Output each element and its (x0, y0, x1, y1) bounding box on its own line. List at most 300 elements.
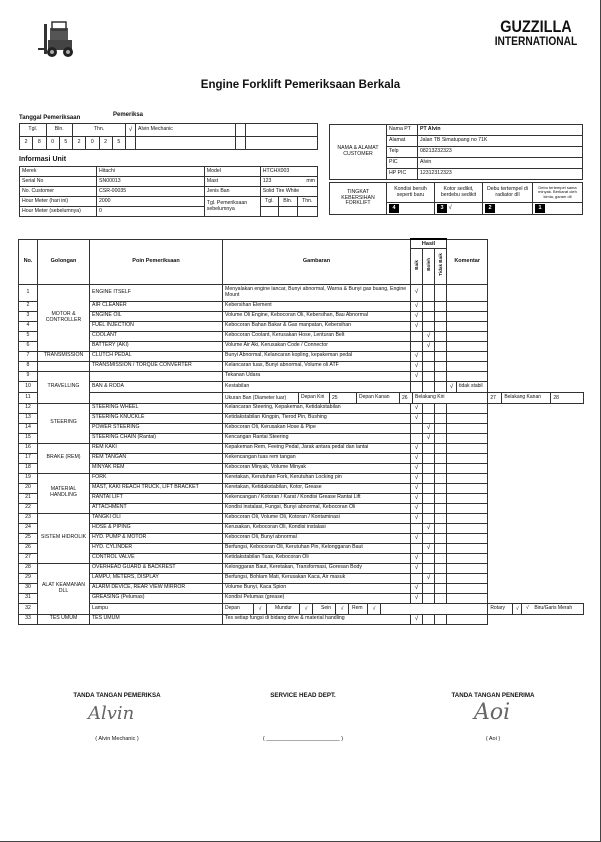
result-cell[interactable] (435, 593, 447, 603)
sig-penerima-name: ( Aoi ) (485, 736, 501, 742)
result-cell[interactable] (435, 423, 447, 433)
sig-pemeriksa-name: ( Alvin Mechanic ) (95, 736, 139, 742)
row-komentar[interactable] (447, 593, 488, 603)
mast-value[interactable]: 123 mm (260, 177, 317, 187)
row-gambaran: Kencangan Rantai Steering (223, 433, 411, 443)
result-cell[interactable]: √ (411, 284, 423, 301)
result-cell[interactable]: √ (411, 403, 423, 413)
result-cell[interactable] (423, 301, 435, 311)
customer-value[interactable]: 12312312323 (418, 169, 583, 180)
model-value[interactable]: HTCHX003 (260, 167, 317, 177)
result-cell[interactable] (423, 361, 435, 371)
hm-label: Hour Meter (hari ini) (20, 197, 97, 207)
row-golongan: ALAT KEAMANAN DLL (38, 563, 90, 614)
table-row (19, 433, 584, 443)
result-cell[interactable]: √ (411, 311, 423, 321)
date-digit[interactable]: 8 (33, 137, 46, 150)
row-poin: TANGKI OLI (90, 513, 223, 523)
pemeriksa-label: Pemeriksa (113, 112, 144, 118)
row-no: 19 (19, 473, 38, 483)
header-gambaran: Gambaran (223, 239, 411, 284)
table-row (19, 284, 584, 301)
result-cell[interactable] (435, 443, 447, 453)
lampu-check[interactable]: √ (525, 604, 529, 611)
row-komentar[interactable] (447, 493, 488, 503)
customer-label: NAMA & ALAMAT CUSTOMER (330, 125, 387, 180)
row-no: 32 (19, 603, 38, 614)
row-poin: TES UMUM (90, 614, 223, 624)
result-cell[interactable] (423, 403, 435, 413)
tgl-prev-cell[interactable] (297, 207, 318, 217)
serial-value[interactable]: SN00013 (97, 177, 205, 187)
result-cell[interactable] (423, 513, 435, 523)
ukuran-bk[interactable]: 27 (488, 393, 502, 403)
row-gambaran: Ketidakstabilan Kingpin, Tierod Pin, Bushing (223, 413, 411, 423)
customer-key: Telp (387, 147, 418, 158)
date-digit[interactable]: 0 (86, 137, 99, 150)
result-cell[interactable] (423, 351, 435, 361)
result-cell[interactable] (435, 433, 447, 443)
row-gambaran: Volume Air Aki, Kerusakan Code / Connector (223, 341, 411, 351)
row-poin: Lampu (90, 603, 223, 614)
row-komentar[interactable] (447, 361, 488, 371)
info-unit-title: Informasi Unit (19, 156, 67, 163)
row-poin: MINYAK REM (90, 463, 223, 473)
kebersihan-option-text: Debu tertempel sama minyak. Berkarat oleh kimia, garam dll (533, 183, 583, 203)
result-cell[interactable]: √ (411, 593, 423, 603)
lampu-check[interactable]: √ (253, 604, 267, 614)
row-gambaran: Volume Oli Engine, Kebocoran Oli, Kebersihan, Bau Abnormal (223, 311, 411, 321)
result-cell[interactable]: √ (411, 463, 423, 473)
result-cell[interactable] (435, 563, 447, 573)
customer-value[interactable]: 08213232323 (418, 147, 583, 158)
row-poin: MAST, KAKI REACH TRUCK, LIFT BRACKET (90, 483, 223, 493)
row-gambaran: Keretakan, Kerutuhan Fork, Kerutuhan Locking pin (223, 473, 411, 483)
row-no: 28 (19, 563, 38, 573)
tgl-prev-label: Tgl. Pemeriksaan sebelumnya (204, 197, 260, 217)
table-row (19, 523, 584, 533)
row-komentar[interactable] (447, 463, 488, 473)
result-cell[interactable]: √ (411, 583, 423, 593)
customer-value[interactable]: Jalan TB Simatupang no 71K (418, 136, 583, 147)
row-golongan: SISTEM HIDROLIK (38, 513, 90, 563)
row-poin: RANTAI LIFT (90, 493, 223, 503)
kebersihan-table (329, 182, 583, 215)
table-row (19, 473, 584, 483)
row-poin: AIR CLEANER (90, 301, 223, 311)
row-gambaran: Kebocoran Oli, Bunyi abnormal (223, 533, 411, 543)
result-cell[interactable]: √ (423, 341, 435, 351)
date-digit[interactable]: 0 (46, 137, 59, 150)
result-cell[interactable] (423, 593, 435, 603)
result-cell[interactable] (435, 321, 447, 331)
row-gambaran: Tekanan Udara (223, 371, 411, 381)
customer-key: PIC (387, 158, 418, 169)
row-poin: CONTROL VALVE (90, 553, 223, 563)
result-cell[interactable] (423, 311, 435, 321)
brand-logo (486, 18, 586, 48)
result-cell[interactable] (435, 284, 447, 301)
result-cell[interactable] (435, 463, 447, 473)
result-cell[interactable]: √ (423, 331, 435, 341)
result-cell[interactable]: √ (411, 351, 423, 361)
result-cell[interactable]: √ (411, 483, 423, 493)
result-cell[interactable]: √ (411, 443, 423, 453)
header-komentar: Komentar (447, 239, 488, 284)
date-digit[interactable]: 2 (73, 137, 86, 150)
row-komentar[interactable] (447, 433, 488, 443)
row-gambaran: Kebocoran Coolant, Kerusakan Hose, Lenturan Belt (223, 331, 411, 341)
result-cell[interactable] (423, 473, 435, 483)
row-komentar[interactable]: √ tidak stabil (447, 381, 488, 392)
row-komentar[interactable] (447, 321, 488, 331)
row-komentar[interactable] (447, 543, 488, 553)
result-cell[interactable] (435, 614, 447, 624)
row-no: 21 (19, 493, 38, 503)
ukuran-bk-label: Belakang Kiri (415, 393, 445, 400)
customer-no-label: No. Customer (20, 187, 97, 197)
result-cell[interactable] (435, 573, 447, 583)
row-gambaran: Kestabilan (223, 381, 411, 392)
row-poin (90, 371, 223, 381)
result-cell[interactable]: √ (411, 301, 423, 311)
row-poin: STEERING CHAIN (Rantai) (90, 433, 223, 443)
ukuran-dka[interactable]: 26 (399, 393, 413, 403)
header-hasil: Hasil (411, 239, 447, 248)
row-no: 16 (19, 443, 38, 453)
thn-col: Thn. (73, 124, 126, 137)
row-poin: ALARM DEVICE, REAR VIEW MIRROR (90, 583, 223, 593)
row-gambaran: Volume Bunyi, Kaca Spion (223, 583, 411, 593)
result-cell[interactable]: √ (411, 371, 423, 381)
result-cell[interactable] (423, 371, 435, 381)
result-cell[interactable] (411, 433, 423, 443)
result-cell[interactable]: √ (411, 513, 423, 523)
row-komentar[interactable] (447, 423, 488, 433)
row-komentar[interactable] (447, 614, 488, 624)
row-komentar[interactable] (447, 513, 488, 523)
row-gambaran: Kebocoran Minyak, Volume Minyak (223, 463, 411, 473)
table-row (19, 493, 584, 503)
row-no: 4 (19, 321, 38, 331)
row-poin: TRANSMISSION / TORQUE CONVERTER (90, 361, 223, 371)
row-no: 26 (19, 543, 38, 553)
row-no: 1 (19, 284, 38, 301)
table-row (19, 463, 584, 473)
table-row (19, 381, 584, 392)
table-row (19, 443, 584, 453)
result-cell[interactable] (411, 573, 423, 583)
row-komentar[interactable] (447, 403, 488, 413)
row-gambaran: Berfungsi, Kebocoran Oli, Kerutuhan Pin, Kelonggaran Baut (223, 543, 411, 553)
table-row (19, 403, 584, 413)
row-no: 17 (19, 453, 38, 463)
row-poin: OVERHEAD GUARD & BACKREST (90, 563, 223, 573)
tgl-prev-cell[interactable] (278, 207, 297, 217)
bln-col: Bln. (46, 124, 73, 137)
result-cell[interactable] (435, 331, 447, 341)
kebersihan-option[interactable]: 3 √ (435, 203, 483, 215)
row-golongan (38, 361, 90, 371)
date-digit[interactable]: 2 (20, 137, 33, 150)
row-komentar[interactable] (447, 473, 488, 483)
kebersihan-label: TINGKAT KEBERSIHAN FORKLIFT (330, 183, 387, 215)
table-row: 32 Lampu Depan √ Mundur √ Sein √ Rem √ Rotary √ √ Biru/Garis Merah (19, 603, 584, 614)
sig-penerima-title: TANDA TANGAN PENERIMA (451, 692, 535, 699)
result-cell[interactable] (423, 483, 435, 493)
table-row (19, 533, 584, 543)
row-poin: FORK (90, 473, 223, 483)
row-komentar[interactable] (447, 301, 488, 311)
result-cell[interactable]: √ (411, 533, 423, 543)
row-no: 15 (19, 433, 38, 443)
row-gambaran: Kondisi instalasi, Fungsi, Bunyi abnormal, Kebocoran Oli (223, 503, 411, 513)
result-cell[interactable] (435, 361, 447, 371)
result-cell[interactable] (435, 341, 447, 351)
result-cell[interactable] (411, 523, 423, 533)
row-komentar[interactable] (447, 563, 488, 573)
result-cell[interactable] (435, 543, 447, 553)
result-cell[interactable] (411, 423, 423, 433)
row-no: 31 (19, 593, 38, 603)
row-poin: GREASING (Pelumas) (90, 593, 223, 603)
row-gambaran: Kebocoran Bahan Bakar & Gas manpatan, Kebersihan (223, 321, 411, 331)
result-cell[interactable]: √ (411, 361, 423, 371)
lampu-check[interactable]: √ (512, 604, 522, 614)
ukuran-bka-label: Belakang Kanan (504, 393, 542, 400)
row-gambaran: Kerusakan, Kebocoran Oli, Kondisi instalasi (223, 523, 411, 533)
row-komentar[interactable] (447, 311, 488, 321)
sig-penerima-signature: Aoi (474, 700, 511, 725)
result-cell[interactable] (423, 563, 435, 573)
customer-no-value[interactable]: CSR-00035 (97, 187, 205, 197)
row-poin: ENGINE ITSELF (90, 284, 223, 301)
row-komentar[interactable] (447, 483, 488, 493)
date-digit[interactable]: 5 (112, 137, 125, 150)
row-gambaran: Tes setiap fungsi di bidang drive & material handling (223, 614, 411, 624)
result-cell[interactable] (423, 583, 435, 593)
result-cell[interactable] (411, 381, 423, 392)
table-row (19, 503, 584, 513)
header-poin: Poin Pemeriksaan (90, 239, 223, 284)
row-no: 25 (19, 533, 38, 543)
result-cell[interactable] (435, 513, 447, 523)
result-cell[interactable]: √ (411, 614, 423, 624)
result-cell[interactable] (423, 614, 435, 624)
row-gambaran: Kebocoran Oli, Volume Oli, Kotoran / Kontaminasi (223, 513, 411, 523)
kebersihan-option[interactable]: 4 (387, 203, 435, 215)
kebersihan-option-text: Kotor sedikit, berdebu sedikit (435, 183, 483, 203)
ukuran-dka-label: Depan Kanan (359, 393, 390, 400)
customer-value[interactable]: Alvin (418, 158, 583, 169)
result-cell[interactable]: √ (411, 413, 423, 423)
table-row (19, 371, 584, 381)
result-cell[interactable]: √ (411, 493, 423, 503)
row-poin: BATTERY (AKI) (90, 341, 223, 351)
row-poin: HOSE & PIPING (90, 523, 223, 533)
table-row (19, 331, 584, 341)
result-cell[interactable] (435, 523, 447, 533)
row-komentar[interactable] (447, 341, 488, 351)
result-cell[interactable]: √ (423, 543, 435, 553)
ukuran-dk-label: Depan Kiri (301, 393, 325, 400)
result-cell[interactable] (435, 533, 447, 543)
result-cell[interactable] (435, 503, 447, 513)
ukuran-label: Ukuran Ban (Diameter luar) (223, 393, 299, 403)
row-poin: POWER STEERING (90, 423, 223, 433)
row-no: 29 (19, 573, 38, 583)
row-komentar[interactable] (447, 523, 488, 533)
ukuran-dk[interactable]: 25 (329, 393, 357, 403)
tgl-prev-col: Tgl. (260, 197, 278, 207)
pemeriksa-check[interactable]: √ (126, 124, 136, 137)
row-poin (90, 392, 223, 403)
date-digit[interactable]: 2 (99, 137, 112, 150)
result-cell[interactable] (435, 381, 447, 392)
row-komentar[interactable] (447, 503, 488, 513)
hm-value[interactable]: 2000 (97, 197, 205, 207)
result-cell[interactable] (423, 381, 435, 392)
row-golongan: BRAKE (REM) (38, 443, 90, 473)
row-golongan: TRAVELLING (38, 371, 90, 403)
row-poin: STEERING KNUCKLE (90, 413, 223, 423)
customer-value[interactable]: PT Alvin (418, 125, 583, 136)
customer-key: Nama PT (387, 125, 418, 136)
row-komentar[interactable] (447, 583, 488, 593)
date-digit[interactable]: 5 (59, 137, 72, 150)
result-cell[interactable] (411, 341, 423, 351)
result-cell[interactable]: √ (423, 523, 435, 533)
row-komentar[interactable] (447, 573, 488, 583)
row-komentar[interactable] (447, 443, 488, 453)
row-no: 20 (19, 483, 38, 493)
result-cell[interactable] (423, 553, 435, 563)
row-komentar[interactable] (447, 331, 488, 341)
row-no: 24 (19, 523, 38, 533)
result-cell[interactable] (435, 473, 447, 483)
result-cell[interactable] (435, 403, 447, 413)
kebersihan-option[interactable]: 2 (483, 203, 533, 215)
result-cell[interactable] (423, 321, 435, 331)
result-cell[interactable] (411, 331, 423, 341)
result-cell[interactable] (423, 463, 435, 473)
row-gambaran: Menyalakan engine lancar, Bunyi abnormal, Warna & Bunyi gas buang, Engine Mount (223, 284, 411, 301)
row-no: 10 (19, 381, 38, 392)
table-row (19, 351, 584, 361)
tgl-prev-cell[interactable] (260, 207, 278, 217)
tgl-prev-col: Bln. (278, 197, 297, 207)
sig-pemeriksa-title: TANDA TANGAN PEMERIKSA (73, 692, 161, 699)
pemeriksa-value[interactable]: Alvin Mechanic (136, 124, 236, 137)
row-poin: COOLANT (90, 331, 223, 341)
row-poin: FUEL INJECTION (90, 321, 223, 331)
customer-key: HP PIC (387, 169, 418, 180)
result-cell[interactable]: √ (411, 553, 423, 563)
result-cell[interactable] (423, 453, 435, 463)
result-cell[interactable]: √ (411, 321, 423, 331)
row-golongan: TRANSMISSION (38, 351, 90, 361)
result-cell[interactable]: √ (411, 563, 423, 573)
brand-logo-line1: GUZZILLA (500, 17, 572, 36)
row-komentar[interactable] (447, 453, 488, 463)
result-cell[interactable] (435, 413, 447, 423)
result-cell[interactable] (435, 351, 447, 361)
result-cell[interactable] (423, 493, 435, 503)
result-cell[interactable]: √ (411, 473, 423, 483)
result-cell[interactable] (423, 533, 435, 543)
row-gambaran: Kelonggaran Baut, Keretakan, Transformasi, Goresan Body (223, 563, 411, 573)
kebersihan-option[interactable]: 1 (533, 203, 583, 215)
row-no: 12 (19, 403, 38, 413)
result-cell[interactable] (435, 453, 447, 463)
row-komentar[interactable] (447, 413, 488, 423)
header-no: No. (19, 239, 38, 284)
inspection-table (18, 238, 584, 625)
result-cell[interactable] (435, 371, 447, 381)
result-cell[interactable]: √ (411, 453, 423, 463)
row-no: 18 (19, 463, 38, 473)
result-cell[interactable]: √ (411, 503, 423, 513)
row-no: 14 (19, 423, 38, 433)
serial-label: Serial No (20, 177, 97, 187)
row-komentar[interactable] (447, 351, 488, 361)
result-cell[interactable] (423, 413, 435, 423)
row-komentar[interactable] (447, 533, 488, 543)
lampu-check[interactable]: √ (367, 604, 381, 614)
row-gambaran: Kepakeman Rem, Feeing Pedal, Jarak antara pedal dan lantai (223, 443, 411, 453)
lampu-check[interactable]: √ (299, 604, 313, 614)
result-cell[interactable] (423, 503, 435, 513)
sig-head-title: SERVICE HEAD DEPT. (270, 692, 336, 699)
result-cell[interactable] (423, 443, 435, 453)
result-cell[interactable] (435, 483, 447, 493)
hm-prev-value[interactable]: 0 (97, 207, 205, 217)
row-komentar[interactable] (447, 284, 488, 301)
tgl-prev-col: Thn. (297, 197, 318, 207)
result-cell[interactable] (435, 311, 447, 321)
row-gambaran: Kekencangan tuas rem tangan (223, 453, 411, 463)
table-row (19, 614, 584, 624)
result-cell[interactable] (435, 553, 447, 563)
row-komentar[interactable] (447, 371, 488, 381)
kebersihan-option-text: Debu tertempel di radiator dll (483, 183, 533, 203)
model-label: Model (204, 167, 260, 177)
table-row (19, 583, 584, 593)
header-tidak-baik: Tidak Baik (437, 253, 443, 277)
ban-value[interactable]: Solid Tire White (260, 187, 317, 197)
mast-label: Mast (204, 177, 260, 187)
table-row (19, 543, 584, 553)
result-cell[interactable] (435, 301, 447, 311)
merek-value[interactable]: Hitachi (97, 167, 205, 177)
ukuran-bka[interactable]: 28 (550, 393, 559, 403)
table-row (19, 483, 584, 493)
result-cell[interactable] (435, 493, 447, 503)
lampu-check[interactable]: √ (335, 604, 349, 614)
hm-prev-label: Hour Meter (sebelumnya) (20, 207, 97, 217)
row-golongan: STEERING (38, 403, 90, 443)
result-cell[interactable]: √ (423, 433, 435, 443)
result-cell[interactable] (435, 583, 447, 593)
row-gambaran: Kondisi Pelumas (grease) (223, 593, 411, 603)
row-no: 5 (19, 331, 38, 341)
result-cell[interactable]: √ (423, 573, 435, 583)
result-cell[interactable]: √ (423, 423, 435, 433)
row-gambaran: Ketidakstabilan Tuas, Kebocoran Oli (223, 553, 411, 563)
row-komentar[interactable] (447, 553, 488, 563)
result-cell[interactable] (411, 543, 423, 553)
result-cell[interactable] (423, 284, 435, 301)
